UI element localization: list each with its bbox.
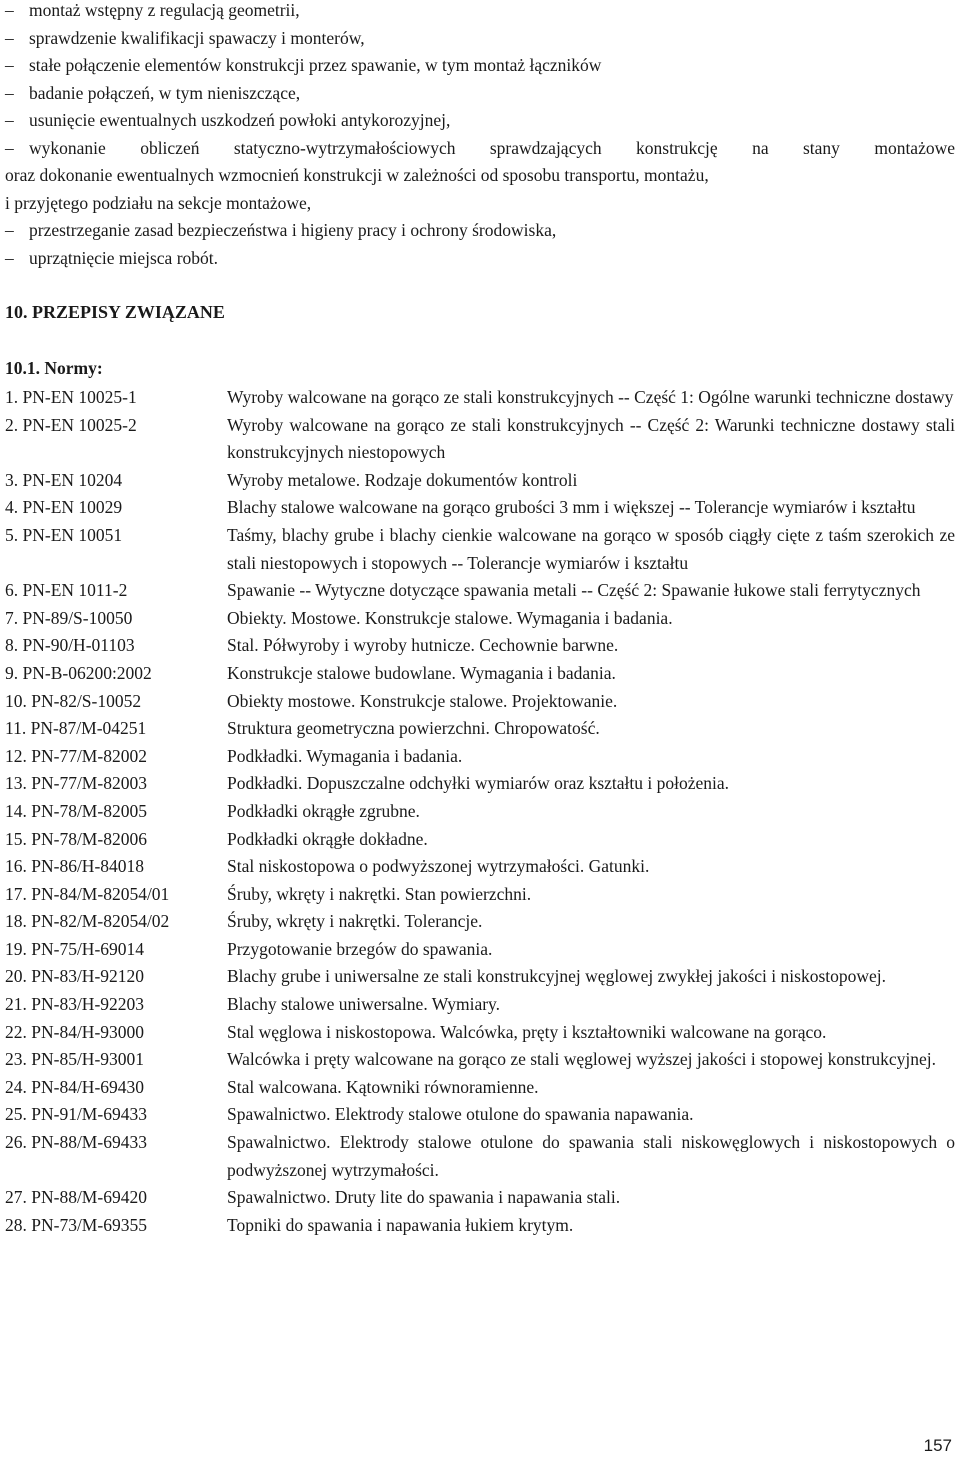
norm-number: 23. PN-85/H-93001	[5, 1049, 145, 1070]
norm-description: Blachy stalowe walcowane na gorąco grubości 3 mm i większej -- Tolerancje wymiarów i kształtu	[227, 497, 916, 518]
norm-number: 5. PN-EN 10051	[5, 524, 123, 545]
norm-description: Śruby, wkręty i nakrętki. Stan powierzchni.	[227, 883, 532, 904]
norm-number: 3. PN-EN 10204	[5, 469, 123, 490]
norm-number: 6. PN-EN 1011-2	[5, 580, 128, 601]
norm-description: Podkładki okrągłe zgrubne.	[227, 800, 420, 821]
norm-number: 8. PN-90/H-01103	[5, 635, 135, 656]
norm-row	[5, 1046, 955, 1074]
list-item: – badanie połączeń, w tym nieniszczące,	[5, 82, 301, 103]
list-item-continuation: i przyjętego podziału na sekcje montażowe,	[5, 192, 312, 213]
list-item: – przestrzeganie zasad bezpieczeństwa i higieny pracy i ochrony środowiska,	[5, 220, 557, 240]
norm-number: 9. PN-B-06200:2002	[5, 662, 152, 683]
norm-description: Stal walcowana. Kątowniki równoramienne.	[227, 1076, 539, 1097]
norm-row	[5, 1184, 955, 1212]
norm-number: 26. PN-88/M-69433	[5, 1132, 147, 1153]
norm-description: Obiekty mostowe. Konstrukcje stalowe. Projektowanie.	[227, 690, 618, 711]
page-number: 157	[923, 1436, 952, 1455]
norm-number: 17. PN-84/M-82054/01	[5, 883, 170, 904]
norm-description: Spawanie -- Wytyczne dotyczące spawania metali -- Część 2: Spawanie łukowe stali ferrytycznych	[227, 580, 921, 601]
norm-number: 24. PN-84/H-69430	[5, 1076, 145, 1097]
norm-description: Spawalnictwo. Elektrody stalowe otulone do spawania napawania.	[227, 1104, 694, 1125]
norm-description: Wyroby walcowane na gorąco ze stali konstrukcyjnych -- Część 1: Ogólne warunki techniczne dostawy	[227, 387, 954, 407]
norm-row	[5, 384, 955, 412]
norm-number: 16. PN-86/H-84018	[5, 856, 145, 877]
bullet-list	[5, 0, 955, 272]
norm-row	[5, 688, 955, 716]
list-item: – uprzątnięcie miejsca robót.	[5, 247, 219, 268]
norm-row	[5, 936, 955, 964]
norm-number: 25. PN-91/M-69433	[5, 1104, 147, 1125]
norm-number: 11. PN-87/M-04251	[5, 718, 147, 739]
norm-row	[5, 908, 955, 936]
norm-description: Przygotowanie brzegów do spawania.	[227, 938, 493, 959]
norm-row	[5, 991, 955, 1019]
norm-row	[5, 881, 955, 909]
norm-description: Obiekty. Mostowe. Konstrukcje stalowe. Wymagania i badania.	[227, 607, 673, 628]
norm-number: 10. PN-82/S-10052	[5, 690, 142, 711]
norm-row	[5, 494, 955, 522]
norm-number: 22. PN-84/H-93000	[5, 1021, 145, 1042]
norm-row	[5, 798, 955, 826]
norm-description: Podkładki. Wymagania i badania.	[227, 745, 463, 766]
norm-number: 28. PN-73/M-69355	[5, 1214, 147, 1235]
norm-description: Spawalnictwo. Elektrody stalowe otulone do spawania stali niskowęglowych i niskostopowych o podwyższonej wytrzymałości.	[227, 1132, 955, 1180]
norm-row	[5, 770, 955, 798]
norm-row	[5, 605, 955, 633]
norm-description: Wyroby walcowane na gorąco ze stali konstrukcyjnych -- Część 2: Warunki techniczne dostawy stali konstrukcyjnych niestopowych	[227, 414, 955, 463]
norm-number: 21. PN-83/H-92203	[5, 994, 145, 1015]
norm-row	[5, 412, 955, 467]
norm-number: 12. PN-77/M-82002	[5, 745, 147, 766]
norm-description: Topniki do spawania i napawania łukiem krytym.	[227, 1214, 574, 1235]
norm-row	[5, 1101, 955, 1129]
norm-number: 1. PN-EN 10025-1	[5, 387, 137, 407]
section-heading: 10. PRZEPISY ZWIĄZANE	[5, 302, 225, 322]
norm-description: Taśmy, blachy grube i blachy cienkie walcowane na gorąco w sposób ciągły cięte z taśm szerokich ze stali niestopowych i stopowych -- Tolerancje wymiarów i kształtu	[227, 524, 955, 573]
norm-number: 14. PN-78/M-82005	[5, 800, 147, 821]
norm-row	[5, 632, 955, 660]
norm-description: Walcówka i pręty walcowane na gorąco ze stali węglowej wyższej jakości i stopowej konstrukcyjnej.	[227, 1049, 937, 1070]
norm-row	[5, 715, 955, 743]
norm-description: Wyroby metalowe. Rodzaje dokumentów kontroli	[227, 469, 578, 490]
norm-row	[5, 963, 955, 991]
list-item-continuation: oraz dokonanie ewentualnych wzmocnień konstrukcji w zależności od sposobu transportu, montażu,	[5, 165, 709, 185]
norm-number: 20. PN-83/H-92120	[5, 966, 145, 987]
norm-description: Spawalnictwo. Druty lite do spawania i napawania stali.	[227, 1187, 621, 1208]
norm-description: Śruby, wkręty i nakrętki. Tolerancje.	[227, 911, 483, 932]
norms-list	[5, 384, 955, 1239]
norm-description: Stal. Półwyroby i wyroby hutnicze. Cechownie barwne.	[227, 635, 619, 656]
norm-row	[5, 826, 955, 854]
norm-description: Konstrukcje stalowe budowlane. Wymagania i badania.	[227, 662, 616, 683]
norm-number: 13. PN-77/M-82003	[5, 773, 147, 794]
norm-row	[5, 1212, 955, 1240]
norm-number: 7. PN-89/S-10050	[5, 607, 133, 628]
norm-row	[5, 1129, 955, 1184]
norm-number: 4. PN-EN 10029	[5, 497, 123, 518]
norm-number: 2. PN-EN 10025-2	[5, 414, 137, 435]
norm-description: Podkładki okrągłe dokładne.	[227, 828, 428, 849]
list-item: – sprawdzenie kwalifikacji spawaczy i monterów,	[5, 27, 365, 48]
norm-description: Blachy stalowe uniwersalne. Wymiary.	[227, 994, 501, 1015]
norm-row	[5, 577, 955, 605]
norm-description: Struktura geometryczna powierzchni. Chropowatość.	[227, 718, 600, 739]
norm-row	[5, 1074, 955, 1102]
list-item: – usunięcie ewentualnych uszkodzeń powłoki antykorozyjnej,	[5, 110, 451, 130]
list-item: – montaż wstępny z regulacją geometrii,	[5, 0, 300, 20]
norm-row	[5, 853, 955, 881]
norm-number: 27. PN-88/M-69420	[5, 1187, 147, 1208]
norm-row	[5, 522, 955, 577]
norm-number: 19. PN-75/H-69014	[5, 938, 145, 959]
norm-number: 18. PN-82/M-82054/02	[5, 911, 170, 932]
norm-row	[5, 467, 955, 495]
norm-description: Stal niskostopowa o podwyższonej wytrzymałości. Gatunki.	[227, 856, 650, 877]
norm-number: 15. PN-78/M-82006	[5, 828, 147, 849]
list-item: – wykonanie obliczeń statyczno-wytrzymałościowych sprawdzających konstrukcję na stany montażowe	[5, 137, 955, 158]
norm-row	[5, 1019, 955, 1047]
list-item: – stałe połączenie elementów konstrukcji przez spawanie, w tym montaż łączników	[5, 55, 602, 75]
norm-description: Podkładki. Dopuszczalne odchyłki wymiarów oraz kształtu i położenia.	[227, 773, 730, 794]
norm-row	[5, 660, 955, 688]
subsection-heading: 10.1. Normy:	[5, 358, 103, 378]
norm-description: Blachy grube i uniwersalne ze stali konstrukcyjnej węglowej zwykłej jakości i niskostopowej.	[227, 966, 887, 987]
norm-row	[5, 743, 955, 771]
norm-description: Stal węglowa i niskostopowa. Walcówka, pręty i kształtowniki walcowane na gorąco.	[227, 1021, 827, 1042]
